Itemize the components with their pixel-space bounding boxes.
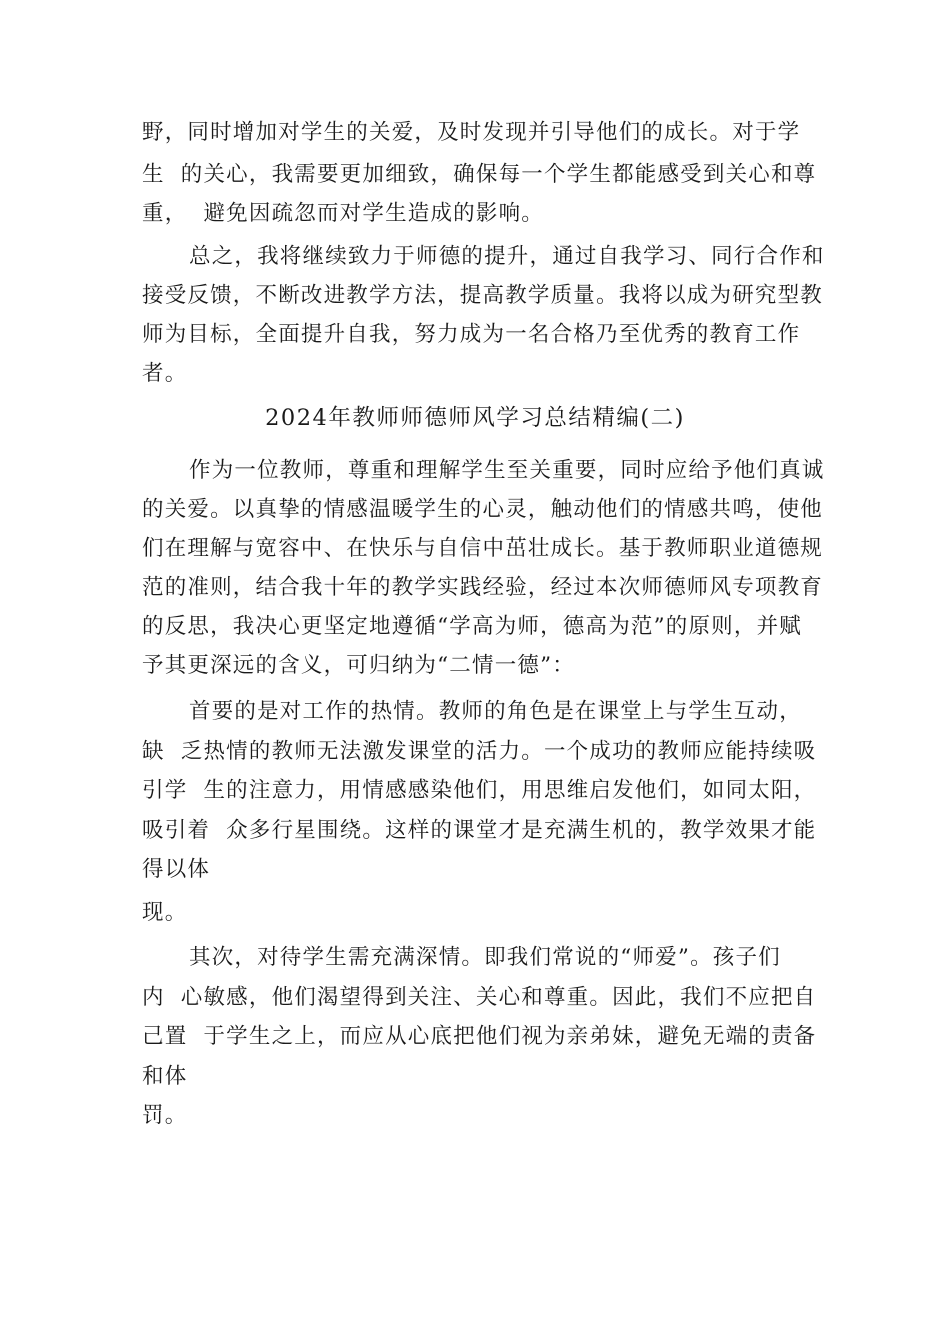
paragraph-line: 予其更深远的含义，可归纳为“二情一德”： <box>142 653 575 678</box>
paragraph-line: 接受反馈，不断改进教学方法，提高教学质量。我将以成为研究型教 <box>142 283 824 308</box>
paragraph-line: 野，同时增加对学生的关爱，及时发现并引导他们的成长。对于学 <box>142 120 801 145</box>
paragraph-line: 吸引着 众多行星围绕。这样的课堂才是充满生机的，教学效果才能 <box>142 818 817 843</box>
paragraph-line: 们在理解与宽容中、在快乐与自信中茁壮成长。基于教师职业道德规 <box>142 536 824 561</box>
paragraph-line: 者。 <box>142 361 188 386</box>
paragraph-line: 现。 <box>142 900 188 925</box>
paragraph-line: 重， 避免因疏忽而对学生造成的影响。 <box>142 201 544 226</box>
section-heading: 2024年教师师德师风学习总结精编(二) <box>265 405 685 431</box>
paragraph-line: 作为一位教师，尊重和理解学生至关重要，同时应给予他们真诚 <box>189 458 825 483</box>
paragraph-line: 罚。 <box>142 1103 188 1128</box>
paragraph-line: 缺 乏热情的教师无法激发课堂的活力。一个成功的教师应能持续吸 <box>142 739 817 764</box>
paragraph-line: 首要的是对工作的热情。教师的角色是在课堂上与学生互动， <box>189 699 802 724</box>
paragraph-line: 引学 生的注意力，用情感感染他们，用思维启发他们，如同太阳， <box>142 778 817 803</box>
paragraph-line: 得以体 <box>142 857 211 882</box>
paragraph-line: 的反思，我决心更坚定地遵循“学高为师，德高为范”的原则，并赋 <box>142 614 802 639</box>
paragraph-line: 己置 于学生之上，而应从心底把他们视为亲弟妹，避免无端的责备 <box>142 1024 817 1049</box>
paragraph-line: 其次，对待学生需充满深情。即我们常说的“师爱”。孩子们 <box>189 945 781 970</box>
paragraph-line: 师为目标，全面提升自我，努力成为一名合格乃至优秀的教育工作 <box>142 322 801 347</box>
paragraph-line: 和体 <box>142 1064 188 1089</box>
paragraph-line: 生 的关心，我需要更加细致，确保每一个学生都能感受到关心和尊 <box>142 162 817 187</box>
paragraph-line: 范的准则，结合我十年的教学实践经验，经过本次师德师风专项教育 <box>142 575 824 600</box>
paragraph-line: 内 心敏感，他们渴望得到关注、关心和尊重。因此，我们不应把自 <box>142 985 817 1010</box>
paragraph-line: 的关爱。以真挚的情感温暖学生的心灵，触动他们的情感共鸣，使他 <box>142 497 824 522</box>
paragraph-line: 总之，我将继续致力于师德的提升，通过自我学习、同行合作和 <box>189 244 825 269</box>
